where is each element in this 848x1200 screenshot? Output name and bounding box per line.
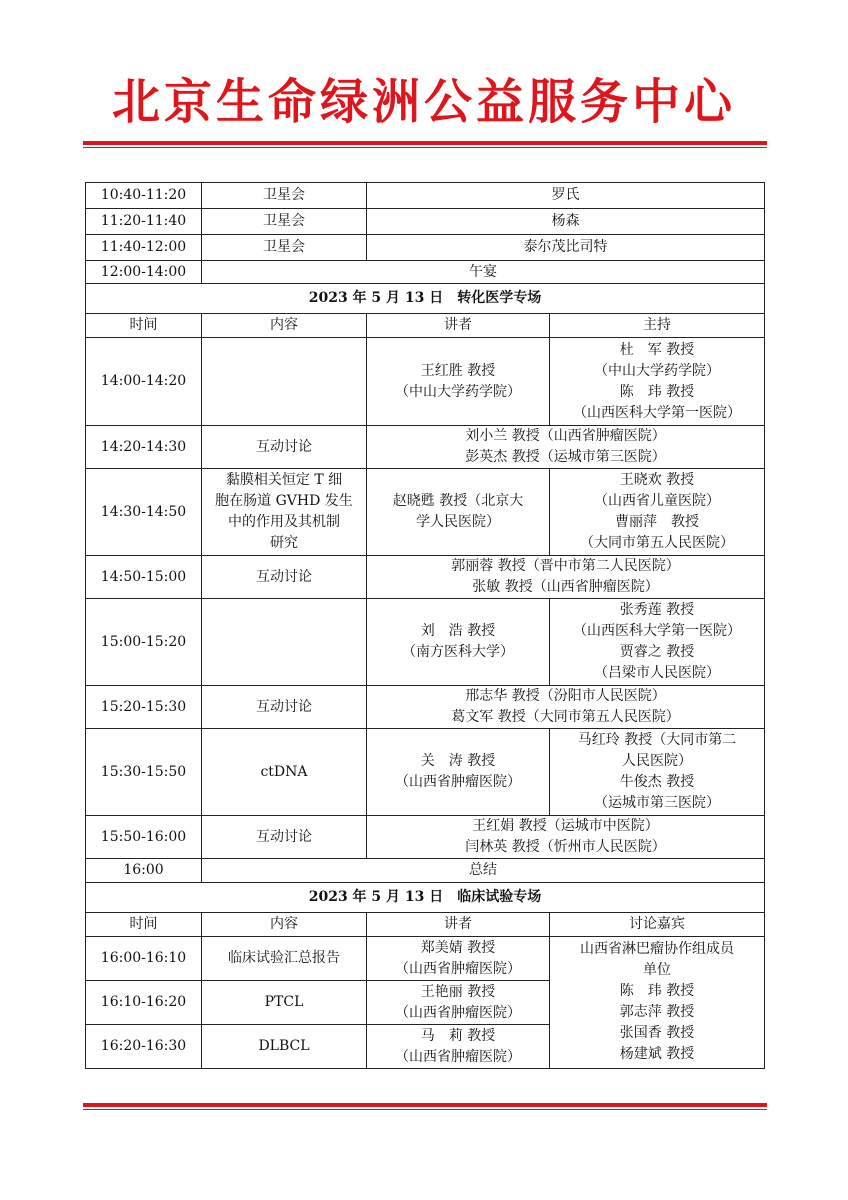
table-row bbox=[86, 686, 765, 729]
table-row bbox=[86, 261, 765, 284]
cell-line: 贾睿之 教授 bbox=[619, 644, 695, 660]
header-rule-thin bbox=[83, 147, 767, 148]
cell-line: （山西医科大学第一医院） bbox=[573, 623, 741, 639]
cell-line: 关 涛 教授 bbox=[420, 753, 496, 769]
cell-line: （山西省儿童医院） bbox=[594, 493, 720, 509]
cell-line: 学人民医院） bbox=[416, 514, 500, 530]
cell-line: 杨建斌 教授 bbox=[619, 1046, 695, 1062]
cell-line: 黏膜相关恒定 T 细 bbox=[225, 472, 343, 488]
time-cell: 11:20-11:40 bbox=[86, 209, 202, 235]
table-row bbox=[86, 426, 765, 469]
discussion-cell bbox=[367, 686, 765, 729]
time-cell: 16:00-16:10 bbox=[86, 937, 202, 981]
cell-line: 杜 军 教授 bbox=[619, 341, 695, 358]
discussion-cell bbox=[367, 816, 765, 859]
discussion-cell bbox=[367, 426, 765, 469]
column-header: 讨论嘉宾 bbox=[550, 913, 765, 937]
cell-line: 互动讨论 bbox=[256, 568, 312, 585]
content-cell bbox=[202, 469, 367, 556]
speaker-cell: 泰尔茂比司特 bbox=[367, 235, 765, 261]
cell-line: 葛文军 教授（大同市第五人民医院） bbox=[451, 709, 680, 725]
table-row bbox=[86, 883, 765, 913]
footer-rule-thin bbox=[83, 1109, 767, 1110]
content-cell bbox=[202, 426, 367, 469]
content-cell: 卫星会 bbox=[202, 183, 367, 209]
table-row bbox=[86, 235, 765, 261]
speaker-cell bbox=[367, 469, 550, 556]
cell-line: 胞在肠道 GVHD 发生 bbox=[215, 493, 353, 509]
time-cell: 14:30-14:50 bbox=[86, 469, 202, 556]
cell-line: 张敏 教授（山西省肿瘤医院） bbox=[472, 579, 659, 595]
table-row bbox=[86, 338, 765, 426]
cell-line: 牛俊杰 教授 bbox=[619, 774, 695, 790]
content-cell: DLBCL bbox=[202, 1025, 367, 1069]
host-cell bbox=[550, 729, 765, 816]
cell-line: 郑美婧 教授 bbox=[420, 939, 496, 956]
speaker-cell bbox=[367, 937, 550, 981]
cell-line: 王红娟 教授（运城市中医院） bbox=[472, 818, 659, 834]
cell-line: 刘小兰 教授（山西省肿瘤医院） bbox=[465, 428, 666, 444]
speaker-cell bbox=[367, 729, 550, 816]
cell-line: （运城市第三医院） bbox=[594, 795, 720, 811]
time-cell: 10:40-11:20 bbox=[86, 183, 202, 209]
table-row bbox=[86, 816, 765, 859]
time-cell: 14:20-14:30 bbox=[86, 426, 202, 469]
column-header: 内容 bbox=[202, 913, 367, 937]
cell-line: （山西医科大学第一医院） bbox=[573, 404, 741, 421]
time-cell: 15:30-15:50 bbox=[86, 729, 202, 816]
table-row bbox=[86, 937, 765, 981]
time-cell: 16:10-16:20 bbox=[86, 981, 202, 1025]
cell-line: 曹丽萍 教授 bbox=[615, 514, 699, 530]
footer-rule-thick bbox=[83, 1103, 767, 1107]
speaker-cell bbox=[367, 981, 550, 1025]
schedule-body bbox=[86, 183, 765, 1069]
cell-line: 陈 玮 教授 bbox=[619, 383, 695, 400]
cell-line: 张秀莲 教授 bbox=[619, 602, 695, 618]
organization-title: 北京生命绿洲公益服务中心 bbox=[111, 74, 736, 130]
content-cell bbox=[202, 729, 367, 816]
cell-line: 彭英杰 教授（运城市第三医院） bbox=[465, 449, 666, 465]
content-cell bbox=[202, 338, 367, 426]
time-cell: 12:00-14:00 bbox=[86, 261, 202, 284]
content-cell: 卫星会 bbox=[202, 235, 367, 261]
speaker-cell: 罗氏 bbox=[367, 183, 765, 209]
cell-line: （山西省肿瘤医院） bbox=[395, 960, 521, 977]
cell-line: （山西省肿瘤医院） bbox=[395, 1048, 521, 1065]
cell-line: 马 莉 教授 bbox=[420, 1027, 496, 1044]
cell-line: 山西省淋巴瘤协作组成员 bbox=[580, 941, 734, 957]
table-row bbox=[86, 859, 765, 883]
cell-line: 单位 bbox=[643, 962, 671, 978]
table-row bbox=[86, 729, 765, 816]
time-cell: 14:00-14:20 bbox=[86, 338, 202, 426]
speaker-cell: 杨森 bbox=[367, 209, 765, 235]
header-rule-thick bbox=[83, 141, 767, 145]
cell-line: 邢志华 教授（汾阳市人民医院） bbox=[465, 688, 666, 704]
cell-line: 王艳丽 教授 bbox=[420, 983, 496, 1000]
column-header: 时间 bbox=[86, 314, 202, 338]
content-cell bbox=[202, 816, 367, 859]
table-row bbox=[86, 314, 765, 338]
cell-line: 郭志萍 教授 bbox=[619, 1004, 695, 1020]
column-header: 主持 bbox=[550, 314, 765, 338]
time-cell: 15:50-16:00 bbox=[86, 816, 202, 859]
cell-line: 互动讨论 bbox=[256, 438, 312, 455]
content-cell: 卫星会 bbox=[202, 209, 367, 235]
cell-line: （中山大学药学院） bbox=[395, 383, 521, 400]
cell-line: （山西省肿瘤医院） bbox=[395, 774, 521, 790]
time-cell: 14:50-15:00 bbox=[86, 556, 202, 599]
cell-line: ctDNA bbox=[260, 763, 308, 780]
cell-line: 刘 浩 教授 bbox=[420, 623, 496, 639]
cell-line: 互动讨论 bbox=[256, 698, 312, 715]
cell-line: 王红胜 教授 bbox=[420, 362, 496, 379]
section-title: 2023 年 5 月 13 日 转化医学专场 bbox=[86, 284, 765, 314]
cell-line: 中的作用及其机制 bbox=[228, 514, 340, 530]
cell-line: （南方医科大学） bbox=[402, 644, 514, 660]
cell-line: 王晓欢 教授 bbox=[619, 472, 695, 488]
cell-line: 郭丽蓉 教授（晋中市第二人民医院） bbox=[451, 558, 680, 574]
column-header: 时间 bbox=[86, 913, 202, 937]
time-cell: 16:00 bbox=[86, 859, 202, 883]
cell-line: 人民医院） bbox=[622, 753, 692, 769]
time-cell: 11:40-12:00 bbox=[86, 235, 202, 261]
table-row bbox=[86, 556, 765, 599]
time-cell: 15:20-15:30 bbox=[86, 686, 202, 729]
content-cell: 临床试验汇总报告 bbox=[202, 937, 367, 981]
speaker-cell bbox=[367, 1025, 550, 1069]
host-cell bbox=[550, 469, 765, 556]
merged-cell: 总结 bbox=[202, 859, 765, 883]
column-header: 讲者 bbox=[367, 314, 550, 338]
cell-line: 研究 bbox=[270, 535, 298, 551]
cell-line: （吕梁市人民医院） bbox=[594, 665, 720, 681]
content-cell bbox=[202, 686, 367, 729]
host-cell bbox=[550, 599, 765, 686]
cell-line: 张国香 教授 bbox=[619, 1025, 695, 1041]
cell-line: 陈 玮 教授 bbox=[619, 983, 695, 999]
discussion-cell bbox=[367, 556, 765, 599]
cell-line: 闫林英 教授（忻州市人民医院） bbox=[465, 839, 666, 855]
table-row bbox=[86, 599, 765, 686]
merged-cell: 午宴 bbox=[202, 261, 765, 284]
table-row bbox=[86, 913, 765, 937]
section-title: 2023 年 5 月 13 日 临床试验专场 bbox=[86, 883, 765, 913]
cell-line: 赵晓甦 教授（北京大 bbox=[392, 493, 524, 509]
speaker-cell bbox=[367, 599, 550, 686]
cell-line: 马红玲 教授（大同市第二 bbox=[577, 732, 737, 748]
cell-line: （大同市第五人民医院） bbox=[580, 535, 734, 551]
table-row bbox=[86, 469, 765, 556]
schedule-table bbox=[85, 182, 765, 1069]
content-cell bbox=[202, 599, 367, 686]
letterhead bbox=[0, 72, 848, 132]
cell-line: （中山大学药学院） bbox=[594, 362, 720, 379]
content-cell: PTCL bbox=[202, 981, 367, 1025]
table-row bbox=[86, 209, 765, 235]
table-row bbox=[86, 183, 765, 209]
time-cell: 16:20-16:30 bbox=[86, 1025, 202, 1069]
cell-line: （山西省肿瘤医院） bbox=[395, 1004, 521, 1021]
host-cell bbox=[550, 338, 765, 426]
column-header: 讲者 bbox=[367, 913, 550, 937]
column-header: 内容 bbox=[202, 314, 367, 338]
table-row bbox=[86, 284, 765, 314]
guests-cell bbox=[550, 937, 765, 1069]
content-cell bbox=[202, 556, 367, 599]
time-cell: 15:00-15:20 bbox=[86, 599, 202, 686]
cell-line: 互动讨论 bbox=[256, 828, 312, 845]
speaker-cell bbox=[367, 338, 550, 426]
